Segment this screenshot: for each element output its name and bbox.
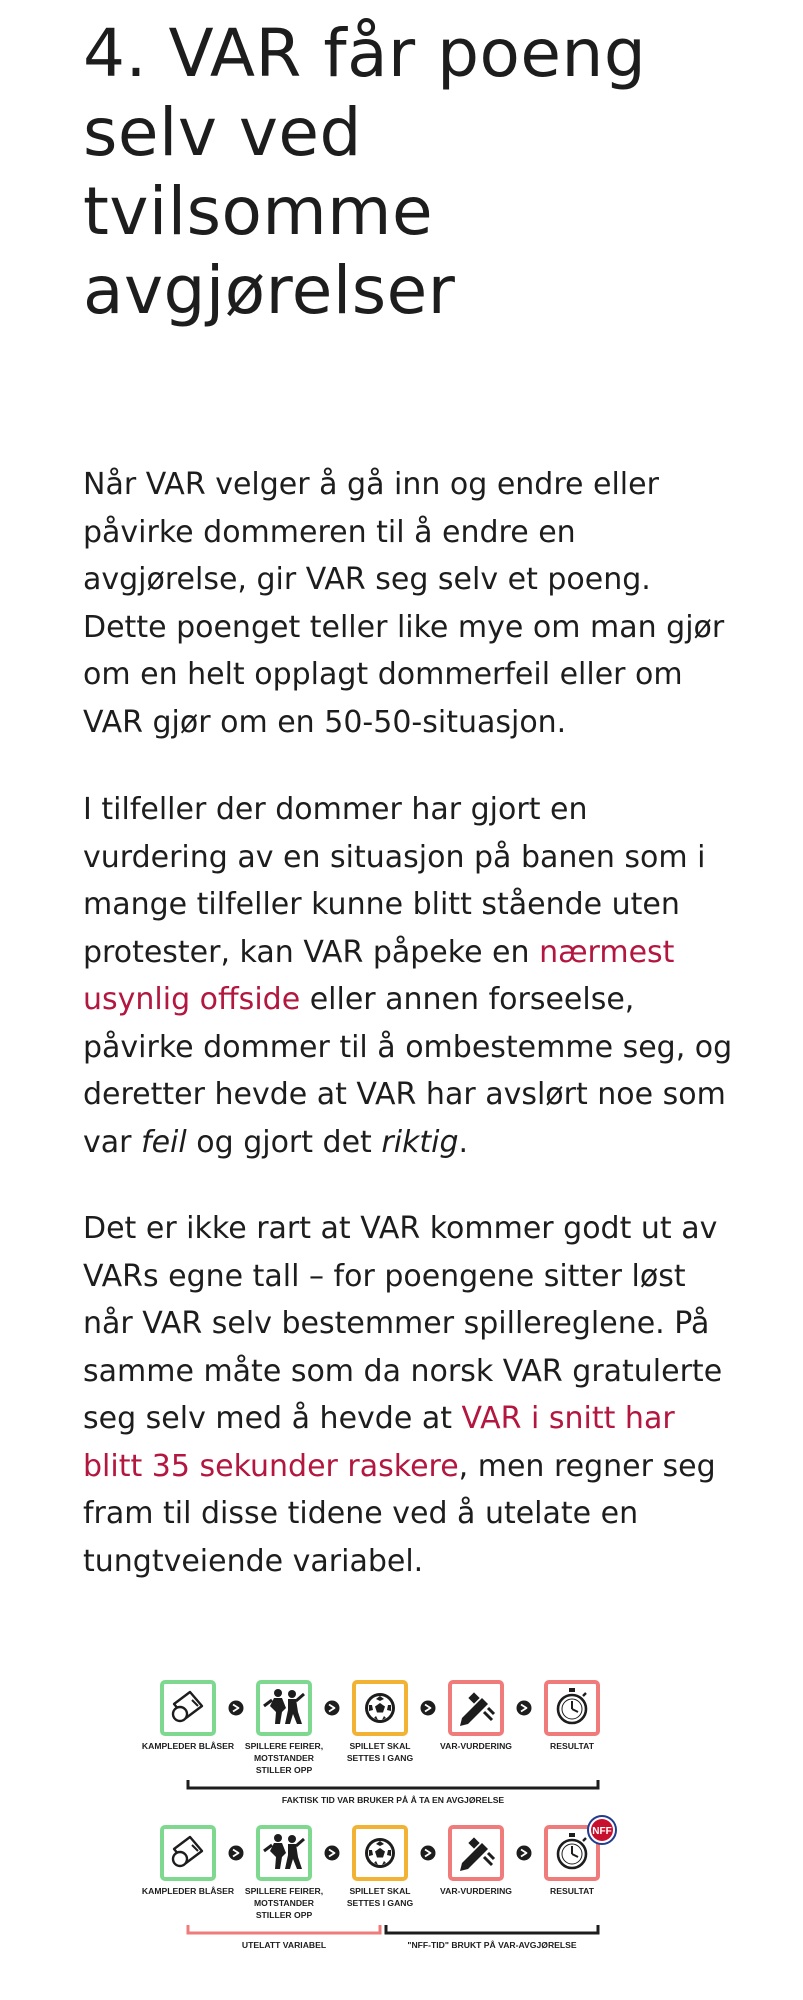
arrow-icon bbox=[325, 1846, 340, 1861]
step-label: KAMPLEDER BLÅSER bbox=[141, 1741, 235, 1751]
link-var-35-sekunder[interactable]: VAR i snitt har blitt 35 sekunder raskere bbox=[83, 1401, 675, 1484]
arrow-icon bbox=[325, 1701, 340, 1716]
step-label: VAR-VURDERING bbox=[440, 1886, 512, 1896]
step-label: SETTES I GANG bbox=[346, 1753, 414, 1763]
step-label: VAR-VURDERING bbox=[440, 1741, 512, 1751]
bracket-label-nff-tid: "NFF-TID" BRUKT PÅ VAR-AVGJØRELSE bbox=[407, 1940, 577, 1950]
step-label: MOTSTANDER bbox=[254, 1898, 314, 1908]
step-label: MOTSTANDER bbox=[254, 1753, 314, 1763]
row-2 bbox=[142, 1816, 616, 1950]
step-box-kampleder-2 bbox=[162, 1827, 214, 1879]
arrow-icon bbox=[517, 1846, 532, 1861]
step-label: SPILLERE FEIRER, bbox=[244, 1741, 324, 1751]
paragraph-3-text-a: Det er ikke rart at VAR kommer godt ut av VARs egne tall – for poengene sitter løst når VAR selv bestemmer spillereglene. På samme måte som da norsk VAR gratulerte seg selv med å hevde at bbox=[83, 1211, 723, 1436]
row-1 bbox=[142, 1682, 598, 1805]
arrow-icon bbox=[421, 1701, 436, 1716]
paragraph-2 bbox=[83, 786, 733, 1166]
step-label: SPILLET SKAL bbox=[349, 1886, 411, 1896]
paragraph-2-text-c: og gjort det bbox=[186, 1124, 382, 1160]
emphasis-feil: feil bbox=[141, 1124, 187, 1160]
step-box-kampleder-1 bbox=[162, 1682, 214, 1734]
bracket-label-faktisk-tid: FAKTISK TID VAR BRUKER PÅ Å TA EN AVGJØRELSE bbox=[281, 1795, 505, 1805]
arrow-icon bbox=[229, 1701, 244, 1716]
nff-badge-text: NFF bbox=[592, 1826, 612, 1837]
arrow-icon bbox=[421, 1846, 436, 1861]
step-label: STILLER OPP bbox=[255, 1910, 313, 1920]
step-label: RESULTAT bbox=[550, 1886, 594, 1896]
football-icon bbox=[365, 1693, 395, 1723]
paragraph-2-text-d: . bbox=[458, 1124, 469, 1160]
var-timeline-infographic bbox=[141, 1680, 646, 1970]
paragraph-2-text-a: I tilfeller der dommer har gjort en vurdering av en situasjon på banen som i mange tilfeller kunne blitt stående uten protester, kan VAR påpeke en bbox=[83, 792, 706, 970]
step-label: SETTES I GANG bbox=[346, 1898, 414, 1908]
step-label: SPILLET SKAL bbox=[349, 1741, 411, 1751]
article bbox=[83, 0, 733, 1579]
emphasis-riktig: riktig bbox=[381, 1124, 459, 1160]
step-label: RESULTAT bbox=[550, 1741, 594, 1751]
bracket-utelatt-variabel bbox=[188, 1925, 380, 1933]
paragraph-3-text-b: , men regner seg fram til disse tidene ved å utelate en tungtveiende variabel. bbox=[83, 1448, 716, 1579]
bracket-label-utelatt-variabel: UTELATT VARIABEL bbox=[241, 1940, 327, 1950]
link-usynlig-offside[interactable]: nærmest usynlig offside bbox=[83, 934, 675, 1017]
paragraph-1: Når VAR velger å gå inn og endre eller påvirke dommeren til å endre en avgjørelse, gir VAR seg selv et poeng. Dette poenget teller like mye om man gjør om en helt opplagt dommerfeil eller om VAR gjør om en 50-50-situasjon. bbox=[83, 467, 725, 740]
step-label: KAMPLEDER BLÅSER bbox=[141, 1886, 235, 1896]
football-icon bbox=[365, 1838, 395, 1868]
arrow-icon bbox=[517, 1701, 532, 1716]
step-label: SPILLERE FEIRER, bbox=[244, 1886, 324, 1896]
arrow-icon bbox=[229, 1846, 244, 1861]
bracket-nff-tid bbox=[386, 1925, 598, 1933]
bracket-faktisk-tid bbox=[188, 1780, 598, 1788]
paragraph-3 bbox=[83, 1205, 733, 1585]
step-label: STILLER OPP bbox=[255, 1765, 313, 1775]
section-heading: 4. VAR får poeng selv ved tvilsomme avgjørelser bbox=[83, 15, 647, 329]
paragraph-2-text-b: eller annen forseelse, påvirke dommer til å ombestemme seg, og deretter hevde at VAR har avslørt noe som var bbox=[83, 982, 733, 1160]
nff-badge-icon bbox=[588, 1816, 616, 1844]
